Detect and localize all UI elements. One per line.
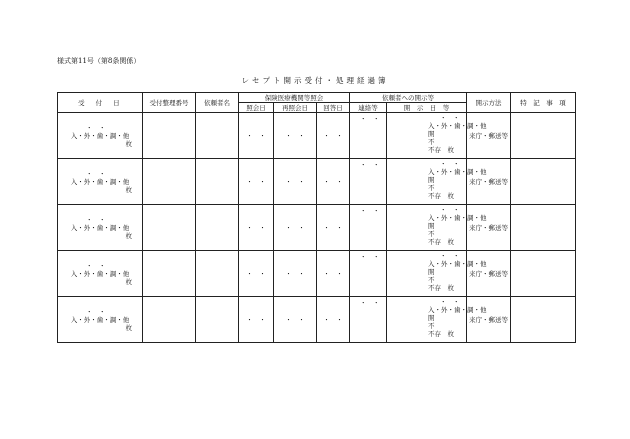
method-cell[interactable]: 来庁・郵送等: [467, 159, 511, 205]
sheet-count-unit: 枚: [125, 231, 132, 240]
header-notice-group: 依頼者への開示等: [350, 93, 467, 103]
reception-number-cell[interactable]: [143, 113, 196, 159]
disclosure-date-cell[interactable]: [387, 297, 487, 343]
re-inquiry-date-cell[interactable]: ・ ・: [274, 205, 317, 251]
sheet-count-unit: 枚: [447, 284, 455, 292]
sheet-count-unit: 枚: [447, 192, 455, 200]
disclosure-date-dots: ・ ・: [440, 160, 460, 168]
inquiry-date-cell[interactable]: ・ ・: [239, 251, 274, 297]
requester-cell[interactable]: [196, 159, 239, 205]
header-reception-date: 受 付 日: [58, 93, 143, 113]
table-row: [58, 251, 576, 297]
disclosure-date-dots: ・ ・: [440, 114, 460, 122]
ledger-table: [57, 92, 576, 343]
header-method: 開示方法: [467, 93, 511, 113]
nonexistent-label: 不存: [428, 330, 442, 338]
date-dots: ・ ・: [86, 215, 106, 224]
reception-date-cell[interactable]: [58, 251, 143, 297]
sheet-count-unit: 枚: [125, 277, 132, 286]
reception-number-cell[interactable]: [143, 159, 196, 205]
method-cell[interactable]: 来庁・郵送等: [467, 205, 511, 251]
disclosure-categories: 入・外・歯・調・他: [428, 168, 487, 176]
contact-cell[interactable]: ・ ・: [350, 113, 387, 159]
category-options: 入・外・歯・調・他: [70, 223, 130, 232]
category-options: 入・外・歯・調・他: [70, 315, 130, 324]
inquiry-date-cell[interactable]: ・ ・: [239, 159, 274, 205]
method-cell[interactable]: 来庁・郵送等: [467, 251, 511, 297]
header-row-1: [58, 93, 576, 103]
contact-cell[interactable]: ・ ・: [350, 251, 387, 297]
form-number: 様式第11号（第8条関係）: [57, 57, 141, 65]
reply-date-cell[interactable]: ・ ・: [317, 251, 350, 297]
header-remarks: 特 記 事 項: [511, 93, 576, 113]
date-dots: ・ ・: [86, 123, 106, 132]
header-requester: 依頼者名: [196, 93, 239, 113]
not-disclosed-label: 不: [428, 230, 435, 238]
not-disclosed-label: 不: [428, 138, 435, 146]
reply-date-cell[interactable]: ・ ・: [317, 113, 350, 159]
reception-date-cell[interactable]: [58, 297, 143, 343]
disclosed-label: 開: [428, 222, 435, 230]
disclosure-categories: 入・外・歯・調・他: [428, 260, 487, 268]
table-row: [58, 113, 576, 159]
sheet-count-unit: 枚: [447, 238, 455, 246]
remarks-cell[interactable]: [511, 297, 576, 343]
remarks-cell[interactable]: [511, 159, 576, 205]
disclosure-date-dots: ・ ・: [440, 206, 460, 214]
disclosure-date-cell[interactable]: [387, 251, 487, 297]
reply-date-cell[interactable]: ・ ・: [317, 159, 350, 205]
nonexistent-label: 不存: [428, 238, 442, 246]
table-row: [58, 205, 576, 251]
requester-cell[interactable]: [196, 297, 239, 343]
category-options: 入・外・歯・調・他: [70, 131, 130, 140]
method-cell[interactable]: 来庁・郵送等: [467, 113, 511, 159]
remarks-cell[interactable]: [511, 113, 576, 159]
disclosed-label: 開: [428, 130, 435, 138]
re-inquiry-date-cell[interactable]: ・ ・: [274, 297, 317, 343]
sheet-count-unit: 枚: [447, 146, 455, 154]
reception-number-cell[interactable]: [143, 205, 196, 251]
not-disclosed-label: 不: [428, 184, 435, 192]
disclosure-date-cell[interactable]: [387, 205, 487, 251]
not-disclosed-label: 不: [428, 322, 435, 330]
inquiry-date-cell[interactable]: ・ ・: [239, 297, 274, 343]
requester-cell[interactable]: [196, 205, 239, 251]
reception-number-cell[interactable]: [143, 297, 196, 343]
inquiry-date-cell[interactable]: ・ ・: [239, 205, 274, 251]
remarks-cell[interactable]: [511, 251, 576, 297]
disclosure-categories: 入・外・歯・調・他: [428, 306, 487, 314]
inquiry-date-cell[interactable]: ・ ・: [239, 113, 274, 159]
sheet-count-unit: 枚: [125, 139, 132, 148]
reception-number-cell[interactable]: [143, 251, 196, 297]
table-row: [58, 159, 576, 205]
reply-date-cell[interactable]: ・ ・: [317, 297, 350, 343]
table-row: [58, 297, 576, 343]
sheet-count-unit: 枚: [125, 323, 132, 332]
requester-cell[interactable]: [196, 113, 239, 159]
header-re-inquiry-date: 再照会日: [274, 103, 317, 113]
re-inquiry-date-cell[interactable]: ・ ・: [274, 113, 317, 159]
remarks-cell[interactable]: [511, 205, 576, 251]
reply-date-cell[interactable]: ・ ・: [317, 205, 350, 251]
method-cell[interactable]: 来庁・郵送等: [467, 297, 511, 343]
disclosed-label: 開: [428, 268, 435, 276]
re-inquiry-date-cell[interactable]: ・ ・: [274, 251, 317, 297]
header-reply-date: 回答日: [317, 103, 350, 113]
disclosure-date-cell[interactable]: [387, 159, 487, 205]
contact-cell[interactable]: ・ ・: [350, 205, 387, 251]
category-options: 入・外・歯・調・他: [70, 269, 130, 278]
disclosure-date-dots: ・ ・: [440, 252, 460, 260]
not-disclosed-label: 不: [428, 276, 435, 284]
sheet-count-unit: 枚: [125, 185, 132, 194]
requester-cell[interactable]: [196, 251, 239, 297]
disclosed-label: 開: [428, 176, 435, 184]
disclosure-categories: 入・外・歯・調・他: [428, 214, 487, 222]
date-dots: ・ ・: [86, 261, 106, 270]
header-inquiry-group: 保険医療機関等照会: [239, 93, 350, 103]
disclosure-date-cell[interactable]: [387, 113, 487, 159]
page-title: レセプト開示受付・処理経過簿: [241, 76, 389, 85]
reception-date-cell[interactable]: [58, 205, 143, 251]
disclosed-label: 開: [428, 314, 435, 322]
contact-cell[interactable]: ・ ・: [350, 159, 387, 205]
category-options: 入・外・歯・調・他: [70, 177, 130, 186]
nonexistent-label: 不存: [428, 284, 442, 292]
header-contact: 連絡等: [350, 103, 387, 113]
re-inquiry-date-cell[interactable]: ・ ・: [274, 159, 317, 205]
nonexistent-label: 不存: [428, 192, 442, 200]
reception-date-cell[interactable]: [58, 159, 143, 205]
disclosure-date-dots: ・ ・: [440, 298, 460, 306]
disclosure-categories: 入・外・歯・調・他: [428, 122, 487, 130]
contact-cell[interactable]: ・ ・: [350, 297, 387, 343]
date-dots: ・ ・: [86, 307, 106, 316]
header-reception-number: 受付整理番号: [143, 93, 196, 113]
date-dots: ・ ・: [86, 169, 106, 178]
sheet-count-unit: 枚: [447, 330, 455, 338]
nonexistent-label: 不存: [428, 146, 442, 154]
reception-date-cell[interactable]: [58, 113, 143, 159]
header-inquiry-date: 照会日: [239, 103, 274, 113]
header-disclosure-date: 開 示 日 等: [387, 103, 467, 113]
